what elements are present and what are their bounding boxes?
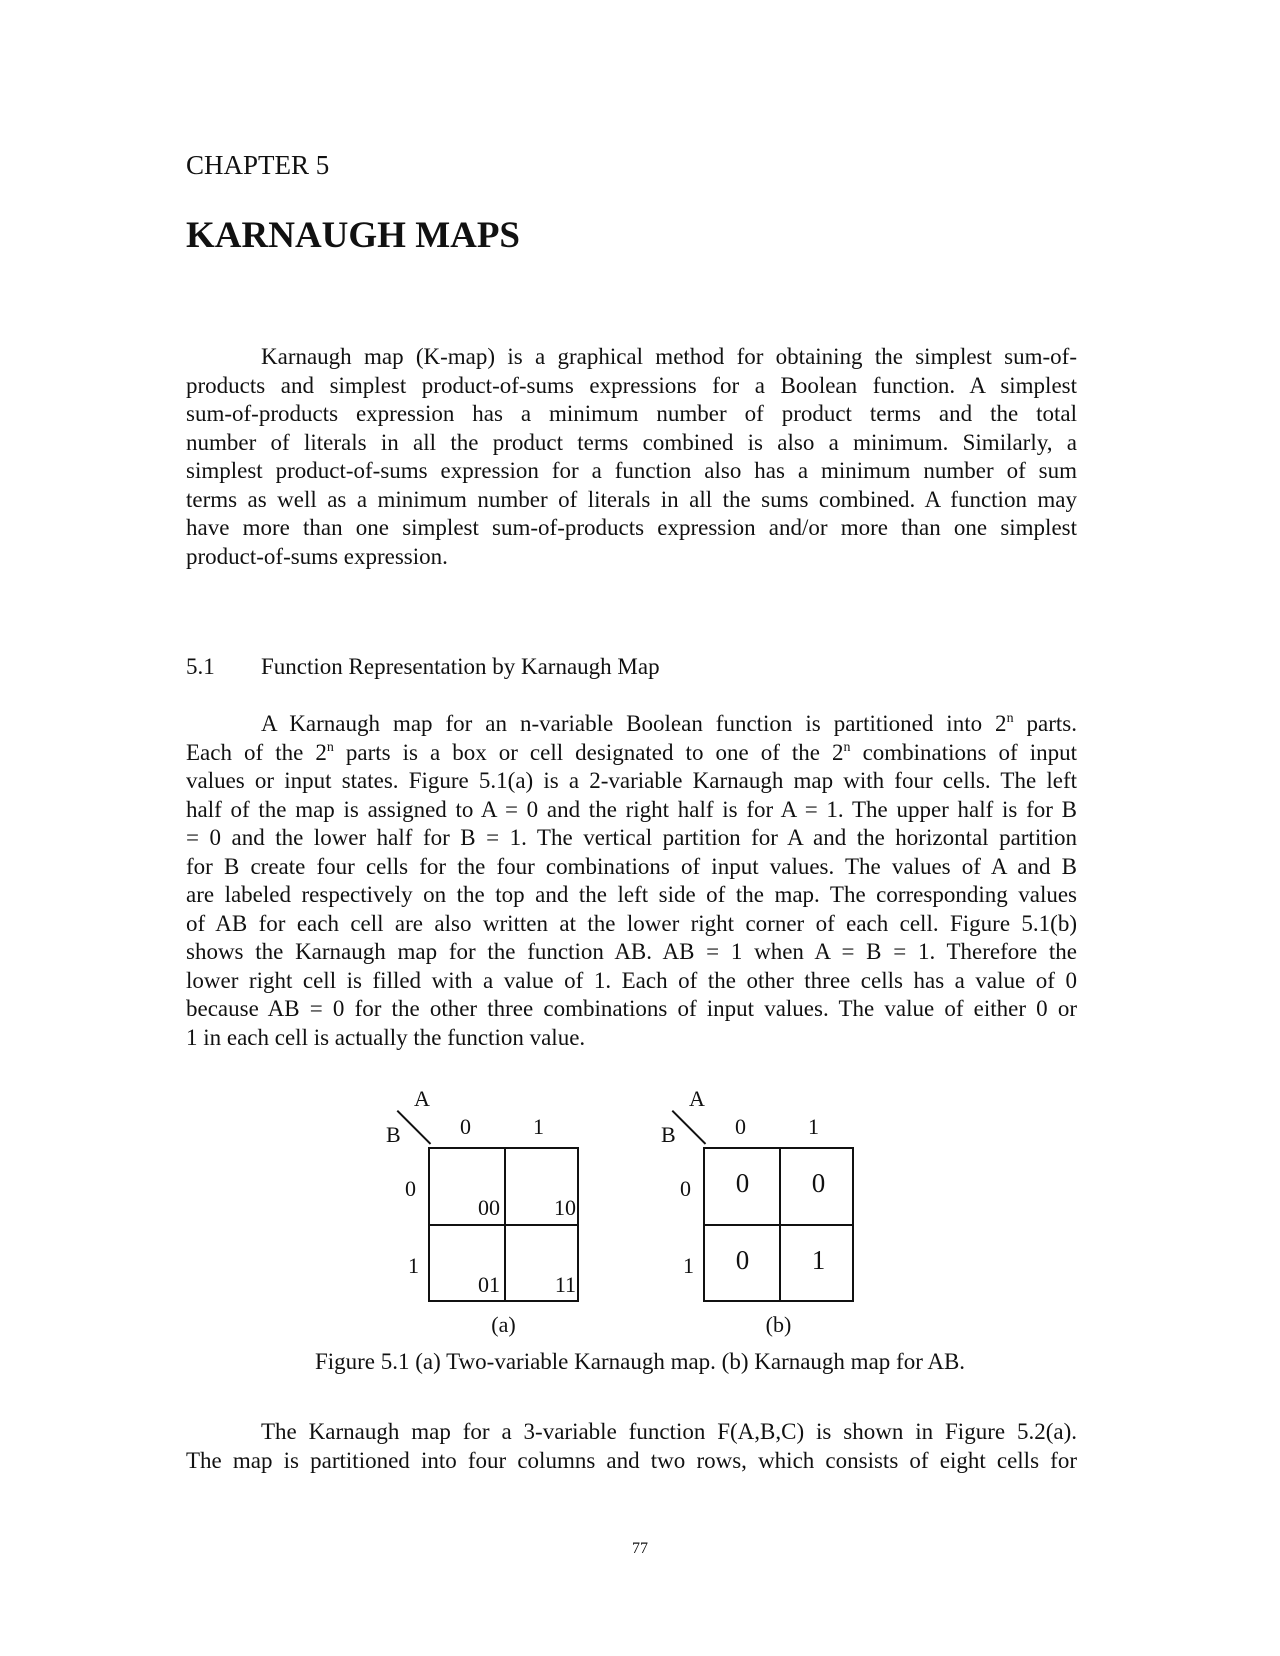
cell-value: 0 [735, 1245, 750, 1275]
text-line [186, 853, 1077, 882]
text-segment: values or input states. Figure 5.1(a) is a 2-variable Karnaugh map with four cells. The left [186, 768, 1077, 793]
map-label: (a) [491, 1312, 516, 1337]
text-segment: Each of the 2 [186, 739, 327, 765]
superscript: n [326, 739, 334, 755]
kmap-diagonal [672, 1110, 707, 1145]
text-segment: lower right cell is filled with a value of 1. Each of the other three cells has a value of 0 [186, 967, 1077, 993]
text-segment: A Karnaugh map for an n-variable Boolean function is partitioned into 2 [261, 711, 1007, 736]
cell-code: 01 [478, 1272, 500, 1297]
text-segment: shows the Karnaugh map for the function AB. AB = 1 when A = B = 1. Therefore the [186, 939, 1077, 964]
kmap-grid [428, 1147, 579, 1302]
page-number: 77 [632, 1540, 648, 1557]
text-line [186, 938, 1077, 967]
cell-code: 10 [554, 1195, 576, 1220]
text-segment: 1 in each cell is actually the function value. [186, 1024, 586, 1050]
cell-value: 0 [811, 1168, 826, 1198]
row-label: 0 [680, 1176, 691, 1201]
text-segment: have more than one simplest sum-of-products expression and/or more than one simplest [186, 515, 1077, 540]
text-segment: parts is a box or cell designated to one of the 2 [333, 739, 844, 765]
row-label: 0 [405, 1176, 416, 1201]
text-line [186, 1447, 1077, 1476]
section-heading [186, 654, 660, 680]
cell-value: 1 [811, 1245, 826, 1275]
text-line [186, 372, 1077, 401]
kmap-grid [703, 1147, 854, 1302]
col-label: 1 [533, 1114, 544, 1139]
text-line [186, 400, 1077, 429]
text-line [186, 429, 1077, 458]
text-segment: product-of-sums expression. [186, 543, 448, 569]
chapter-label: CHAPTER 5 [186, 150, 330, 180]
text-line [186, 824, 1077, 853]
kmap-diagonal [397, 1110, 432, 1145]
col-label: 1 [808, 1114, 819, 1139]
text-line [186, 881, 1077, 910]
text-line [186, 514, 1077, 543]
section-number: 5.1 [186, 654, 215, 679]
text-line [186, 543, 1077, 572]
text-line [186, 710, 1077, 739]
text-line [186, 796, 1077, 825]
text-line [186, 343, 1077, 372]
text-segment: are labeled respectively on the top and the left side of the map. The corresponding values [186, 882, 1077, 907]
row-variable: B [386, 1122, 401, 1147]
text-line [186, 767, 1077, 796]
text-segment: number of literals in all the product terms combined is also a minimum. Similarly, a [186, 429, 1077, 455]
text-segment: for B create four cells for the four combinations of input values. The values of A and B [186, 853, 1077, 879]
col-label: 0 [460, 1114, 471, 1139]
text-segment: Karnaugh map (K-map) is a graphical method for obtaining the simplest sum-of- [261, 344, 1077, 369]
kmap-b [643, 1086, 883, 1340]
superscript: n [1006, 711, 1014, 726]
row-label: 1 [408, 1253, 419, 1278]
section-paragraph [186, 710, 1077, 1052]
text-line [186, 1418, 1077, 1447]
text-segment: terms as well as a minimum number of literals in all the sums combined. A function may [186, 486, 1077, 512]
text-line [186, 910, 1077, 939]
intro-paragraph [186, 343, 1077, 571]
text-segment: combinations of input [850, 739, 1077, 765]
text-segment: of AB for each cell are also written at the lower right corner of each cell. Figure 5.1(b) [186, 910, 1077, 936]
cell-value: 0 [735, 1168, 750, 1198]
text-line [186, 739, 1077, 768]
text-segment: simplest product-of-sums expression for a function also has a minimum number of sum [186, 458, 1077, 483]
cell-code: 00 [478, 1195, 500, 1220]
row-variable: B [661, 1122, 676, 1147]
row-label: 1 [683, 1253, 694, 1278]
text-line [186, 486, 1077, 515]
paragraph-continued [186, 1418, 1077, 1475]
text-segment: because AB = 0 for the other three combinations of input values. The value of either 0 or [186, 996, 1077, 1021]
text-segment: = 0 and the lower half for B = 1. The vertical partition for A and the horizontal partition [186, 825, 1077, 850]
text-segment: The Karnaugh map for a 3-variable function F(A,B,C) is shown in Figure 5.2(a). [261, 1419, 1077, 1444]
text-line [186, 995, 1077, 1024]
chapter-title: KARNAUGH MAPS [186, 215, 521, 256]
text-line [186, 1024, 1077, 1053]
text-line [186, 457, 1077, 486]
kmap-a [368, 1086, 608, 1340]
text-segment: sum-of-products expression has a minimum number of product terms and the total [186, 401, 1077, 426]
text-line [186, 967, 1077, 996]
superscript: n [843, 739, 851, 755]
section-title: Function Representation by Karnaugh Map [261, 654, 660, 679]
text-segment: half of the map is assigned to A = 0 and the right half is for A = 1. The upper half is for B [186, 796, 1077, 822]
col-variable: A [414, 1086, 430, 1111]
col-variable: A [689, 1086, 705, 1111]
text-segment: products and simplest product-of-sums expressions for a Boolean function. A simplest [186, 372, 1077, 398]
figure-caption: Figure 5.1 (a) Two-variable Karnaugh map. (b) Karnaugh map for AB. [314, 1349, 966, 1374]
text-segment: The map is partitioned into four columns and two rows, which consists of eight cells for [186, 1447, 1077, 1473]
text-segment: parts. [1013, 711, 1077, 736]
map-label: (b) [765, 1312, 792, 1337]
cell-code: 11 [554, 1272, 576, 1297]
col-label: 0 [735, 1114, 746, 1139]
